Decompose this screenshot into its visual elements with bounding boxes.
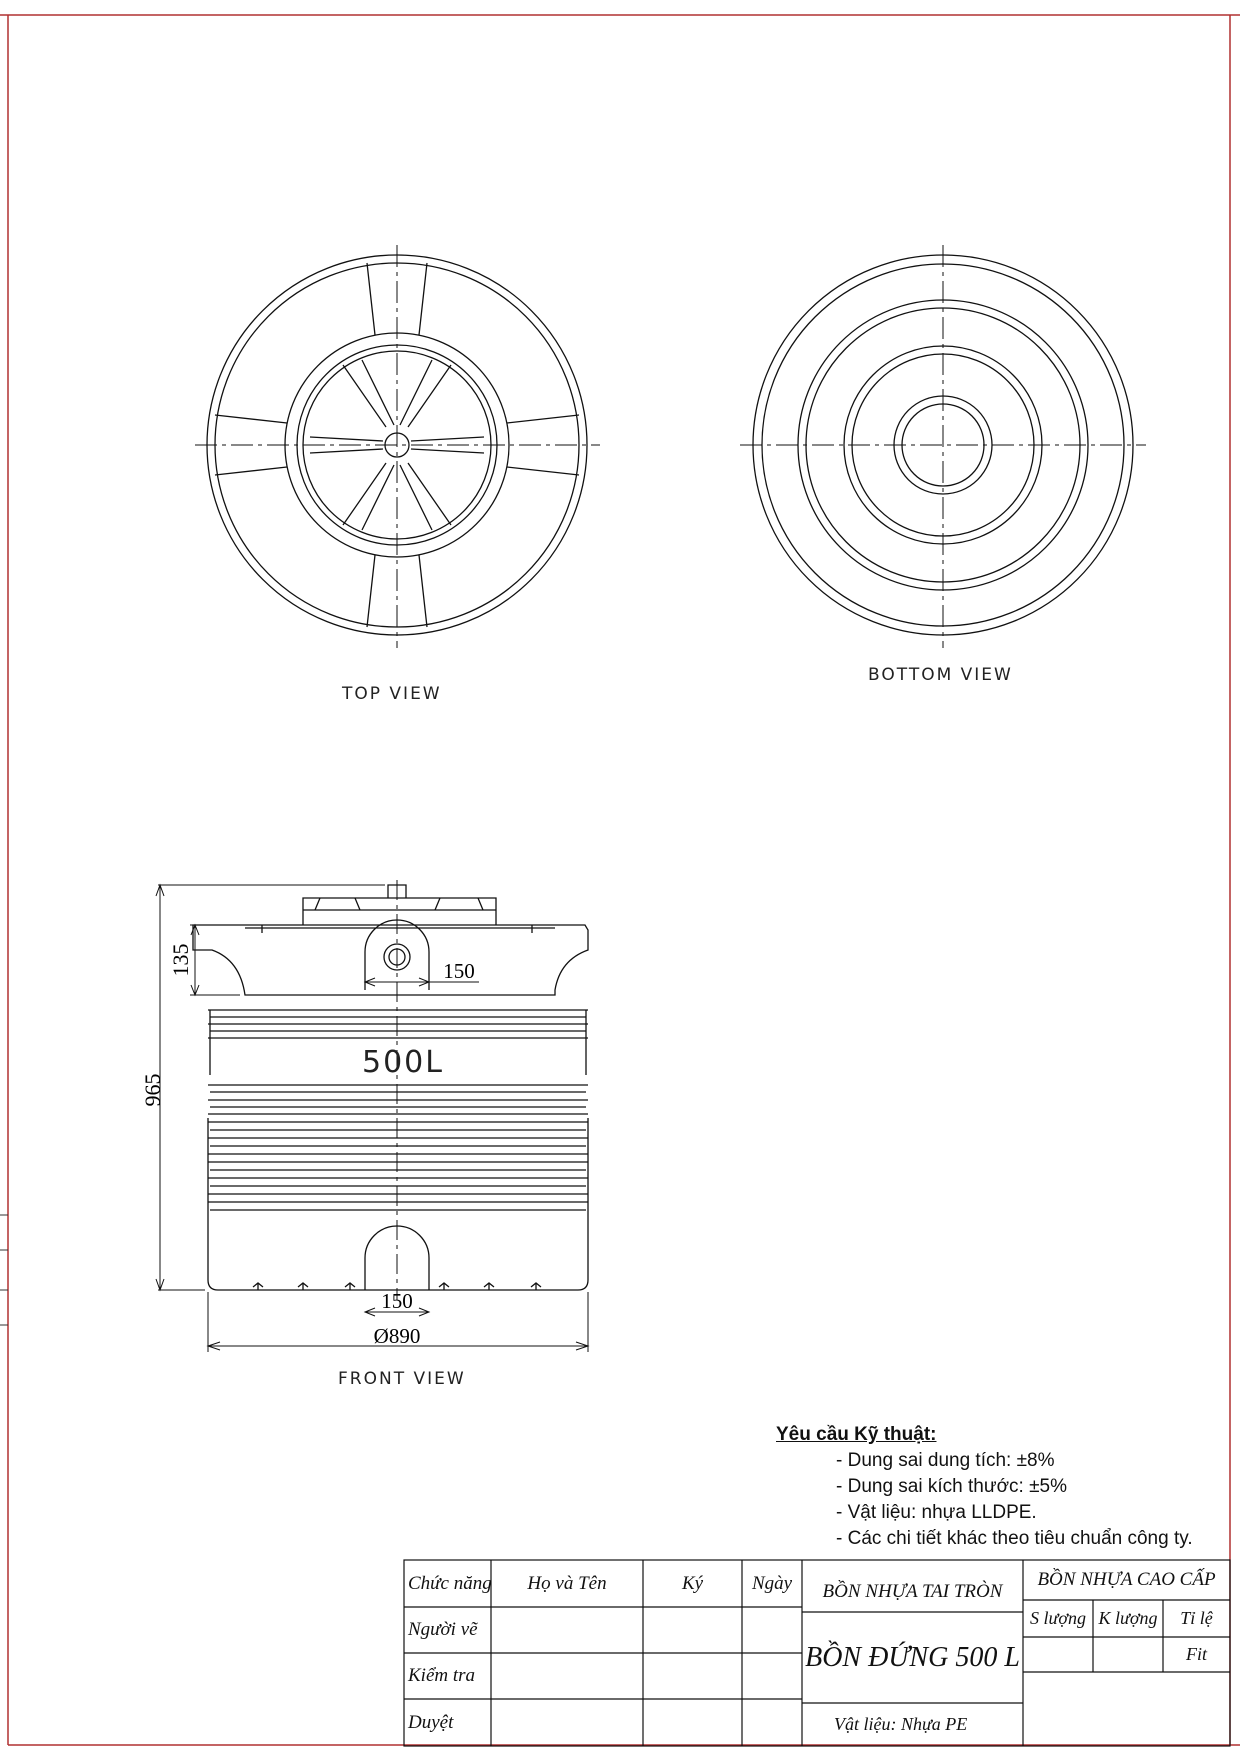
header-name: Họ và Tên bbox=[527, 1572, 607, 1594]
company-name: BỒN NHỰA CAO CẤP bbox=[1037, 1569, 1216, 1590]
requirement-item: - Vật liệu: nhựa LLDPE. bbox=[836, 1502, 1037, 1523]
bottom-view-label: BOTTOM VIEW bbox=[868, 665, 1013, 685]
dim-top-label: 135 bbox=[168, 943, 193, 977]
front-dimensions bbox=[156, 885, 588, 1352]
scale-value: Fit bbox=[1186, 1644, 1207, 1664]
header-function: Chức năng bbox=[408, 1572, 492, 1594]
header-sign: Ký bbox=[681, 1572, 704, 1594]
title-block bbox=[404, 1560, 1230, 1746]
requirement-item: - Dung sai dung tích: ±8% bbox=[836, 1450, 1055, 1471]
volume-label: 500L bbox=[362, 1045, 444, 1080]
front-view-label: FRONT VIEW bbox=[338, 1369, 466, 1389]
dim-diameter-label: Ø890 bbox=[373, 1324, 421, 1348]
product-name: BỒN ĐỨNG 500 L bbox=[805, 1641, 1020, 1673]
col-quantity: S lượng bbox=[1030, 1608, 1086, 1628]
top-view bbox=[195, 245, 600, 648]
product-line: BỒN NHỰA TAI TRÒN bbox=[822, 1581, 1003, 1602]
dim-inlet-label: 150 bbox=[443, 959, 475, 983]
requirements-title: Yêu cầu Kỹ thuật: bbox=[776, 1424, 937, 1445]
top-view-label: TOP VIEW bbox=[342, 684, 442, 704]
edge-marks bbox=[0, 1215, 8, 1325]
requirement-item: - Các chi tiết khác theo tiêu chuẩn công ty. bbox=[836, 1528, 1193, 1549]
material-label: Vật liệu: Nhựa PE bbox=[834, 1714, 968, 1734]
bottom-view bbox=[740, 245, 1146, 648]
requirement-item: - Dung sai kích thước: ±5% bbox=[836, 1476, 1067, 1497]
technical-requirements bbox=[776, 1422, 1193, 1552]
col-scale: Tỉ lệ bbox=[1180, 1608, 1213, 1628]
front-view bbox=[193, 880, 588, 1300]
dim-outlet-label: 150 bbox=[381, 1289, 413, 1313]
row-approve: Duyệt bbox=[408, 1711, 454, 1733]
row-drawer: Người vẽ bbox=[408, 1619, 478, 1640]
dim-height-label: 965 bbox=[140, 1073, 165, 1107]
col-weight: K lượng bbox=[1098, 1608, 1158, 1628]
row-check: Kiểm tra bbox=[408, 1665, 476, 1686]
header-date: Ngày bbox=[751, 1572, 793, 1594]
